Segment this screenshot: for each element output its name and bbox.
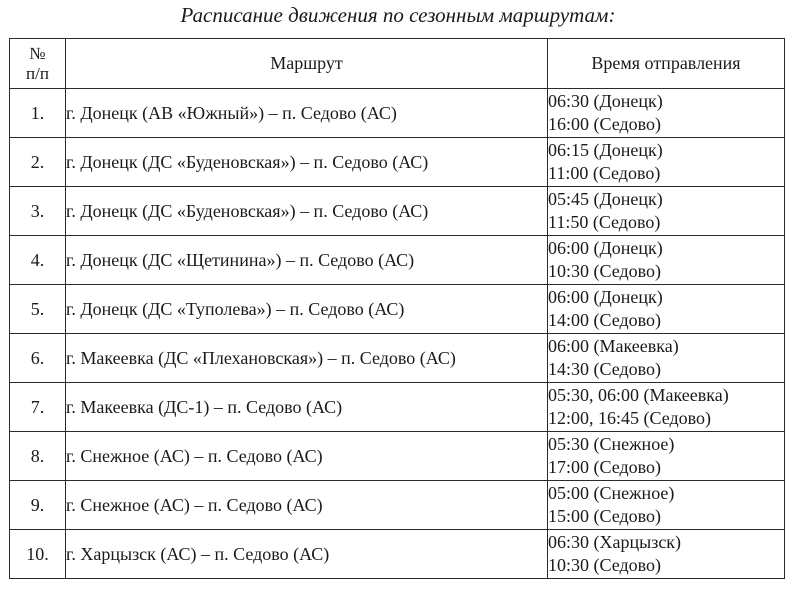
- row-number: 2.: [10, 138, 66, 187]
- departure-time-return: 14:00 (Седово): [548, 310, 662, 330]
- route-cell: г. Донецк (ДС «Щетинина») – п. Седово (АС): [66, 236, 548, 285]
- departure-time-outbound: 05:30 (Снежное): [548, 434, 675, 454]
- departure-time-return: 14:30 (Седово): [548, 359, 662, 379]
- departure-time-return: 15:00 (Седово): [548, 506, 662, 526]
- table-header-row: [10, 39, 785, 89]
- departure-time-cell: [548, 334, 785, 383]
- route-cell: г. Донецк (ДС «Буденовская») – п. Седово (АС): [66, 138, 548, 187]
- departure-time-return: 11:00 (Седово): [548, 163, 661, 183]
- table-row: [10, 334, 785, 383]
- route-cell: г. Макеевка (ДС «Плехановская») – п. Седово (АС): [66, 334, 548, 383]
- row-number: 3.: [10, 187, 66, 236]
- departure-time-return: 12:00, 16:45 (Седово): [548, 408, 712, 428]
- departure-time-return: 10:30 (Седово): [548, 555, 662, 575]
- row-number: 7.: [10, 383, 66, 432]
- departure-time-outbound: 06:30 (Харцызск): [548, 532, 682, 552]
- column-header-route: Маршрут: [66, 39, 548, 89]
- row-number: 1.: [10, 89, 66, 138]
- departure-time-outbound: 05:45 (Донецк): [548, 189, 663, 209]
- route-cell: г. Макеевка (ДС-1) – п. Седово (АС): [66, 383, 548, 432]
- table-row: [10, 89, 785, 138]
- column-header-number-line1: №: [29, 43, 46, 63]
- table-row: [10, 138, 785, 187]
- schedule-table: [9, 38, 785, 579]
- table-row: [10, 481, 785, 530]
- row-number: 4.: [10, 236, 66, 285]
- row-number: 8.: [10, 432, 66, 481]
- table-row: [10, 530, 785, 579]
- table-row: [10, 285, 785, 334]
- route-cell: г. Донецк (АВ «Южный») – п. Седово (АС): [66, 89, 548, 138]
- departure-time-cell: [548, 432, 785, 481]
- departure-time-return: 11:50 (Седово): [548, 212, 661, 232]
- row-number: 9.: [10, 481, 66, 530]
- departure-time-return: 17:00 (Седово): [548, 457, 662, 477]
- row-number: 6.: [10, 334, 66, 383]
- table-row: [10, 236, 785, 285]
- departure-time-outbound: 06:30 (Донецк): [548, 91, 663, 111]
- row-number: 5.: [10, 285, 66, 334]
- departure-time-outbound: 06:15 (Донецк): [548, 140, 663, 160]
- route-cell: г. Донецк (ДС «Буденовская») – п. Седово (АС): [66, 187, 548, 236]
- departure-time-outbound: 06:00 (Макеевка): [548, 336, 679, 356]
- departure-time-outbound: 05:30, 06:00 (Макеевка): [548, 385, 729, 405]
- departure-time-cell: [548, 138, 785, 187]
- departure-time-cell: [548, 383, 785, 432]
- document-title: Расписание движения по сезонным маршрутам:: [180, 3, 616, 27]
- row-number: 10.: [10, 530, 66, 579]
- route-cell: г. Харцызск (АС) – п. Седово (АС): [66, 530, 548, 579]
- column-header-time: Время отправления: [548, 39, 785, 89]
- departure-time-cell: [548, 187, 785, 236]
- table-row: [10, 383, 785, 432]
- departure-time-cell: [548, 236, 785, 285]
- departure-time-cell: [548, 481, 785, 530]
- column-header-number: [10, 39, 66, 89]
- table-row: [10, 432, 785, 481]
- departure-time-return: 16:00 (Седово): [548, 114, 662, 134]
- departure-time-cell: [548, 530, 785, 579]
- route-cell: г. Снежное (АС) – п. Седово (АС): [66, 432, 548, 481]
- departure-time-outbound: 05:00 (Снежное): [548, 483, 675, 503]
- departure-time-return: 10:30 (Седово): [548, 261, 662, 281]
- departure-time-outbound: 06:00 (Донецк): [548, 287, 663, 307]
- departure-time-cell: [548, 285, 785, 334]
- column-header-number-line2: п/п: [26, 63, 49, 83]
- departure-time-cell: [548, 89, 785, 138]
- route-cell: г. Донецк (ДС «Туполева») – п. Седово (АС): [66, 285, 548, 334]
- departure-time-outbound: 06:00 (Донецк): [548, 238, 663, 258]
- route-cell: г. Снежное (АС) – п. Седово (АС): [66, 481, 548, 530]
- table-row: [10, 187, 785, 236]
